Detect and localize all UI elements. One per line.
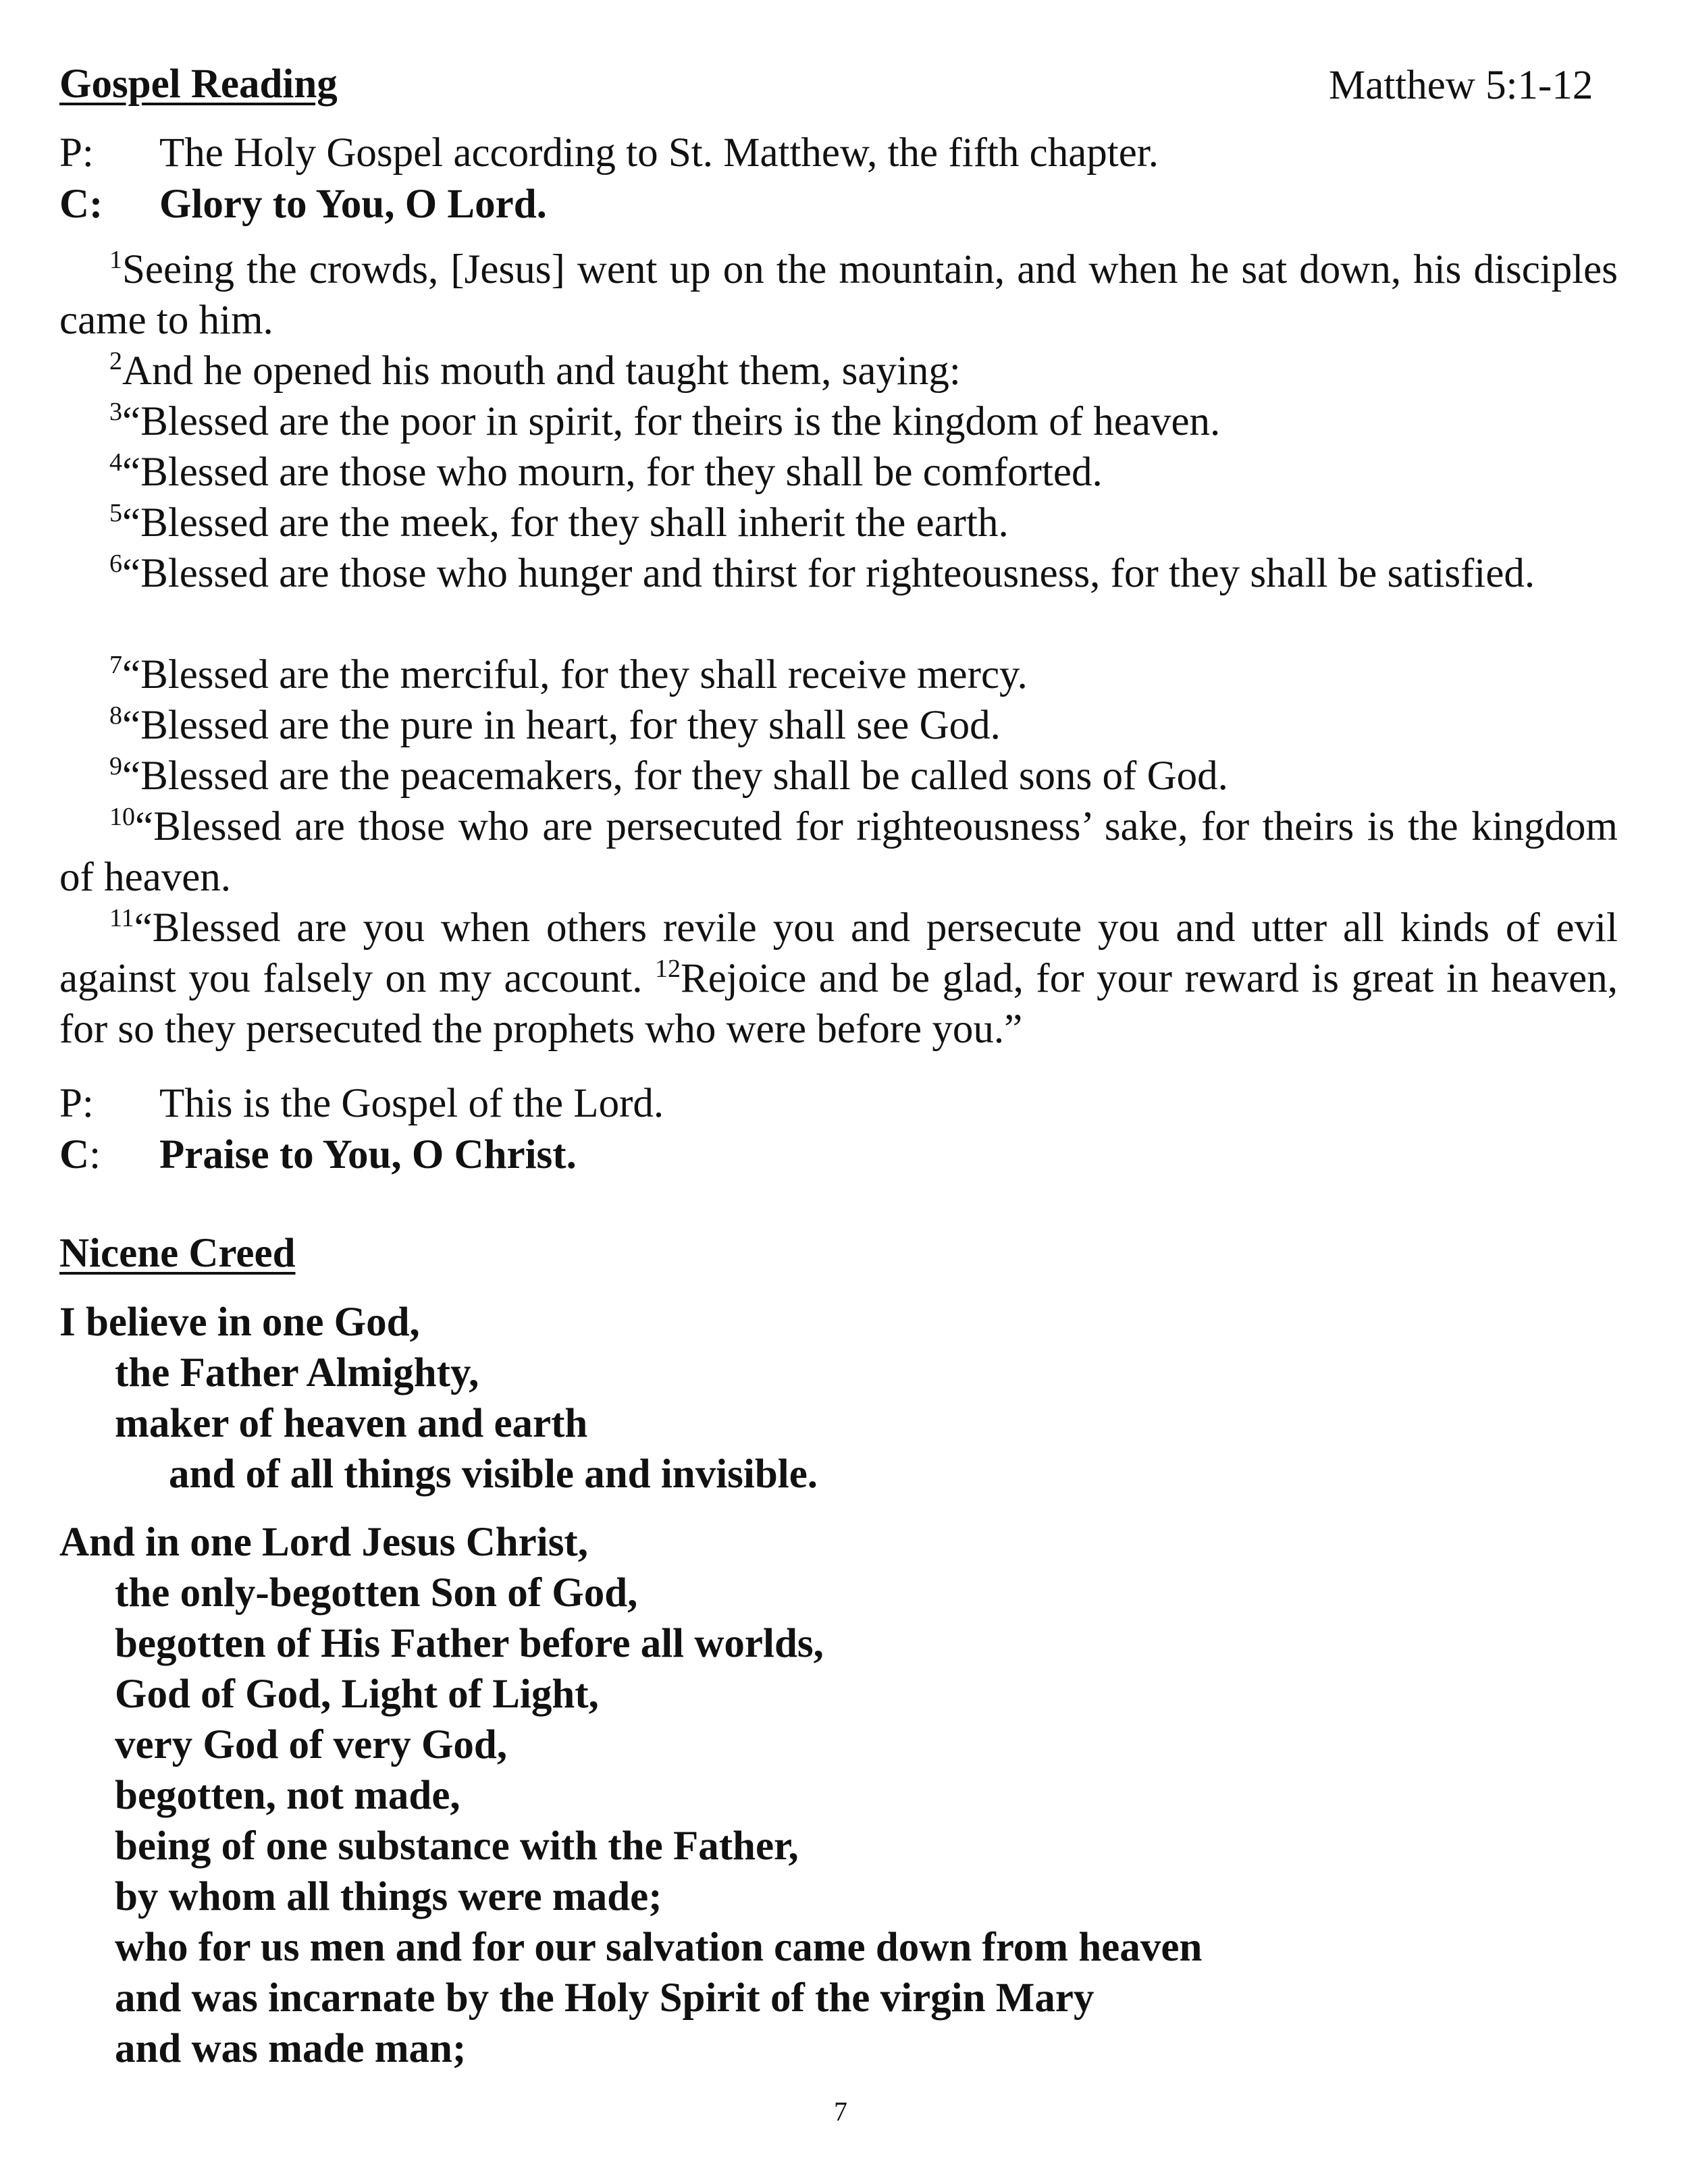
verse-number: 3 xyxy=(109,398,122,426)
congregation-colon: : xyxy=(89,1132,101,1177)
congregation-text: Glory to You, O Lord. xyxy=(159,182,547,227)
verse-1 xyxy=(59,244,1618,346)
creed-line: begotten of His Father before all worlds, xyxy=(115,1621,824,1666)
congregation-label: C xyxy=(59,1132,90,1177)
pastor-text: This is the Gospel of the Lord. xyxy=(159,1081,664,1126)
verse-number: 5 xyxy=(109,499,122,527)
pastor-line-1 xyxy=(59,132,1159,174)
verse-number: 9 xyxy=(109,752,122,780)
verse-text: “Blessed are you when others revile you and persecute you and utter all kinds of evil against you falsely on my account. xyxy=(59,905,1618,1001)
congregation-label: C: xyxy=(59,182,103,227)
verse-number: 10 xyxy=(109,803,135,831)
creed-line: by whom all things were made; xyxy=(115,1874,662,1919)
congregation-text: Praise to You, O Christ. xyxy=(159,1132,577,1177)
verse-text: “Blessed are those who mourn, for they shall be comforted. xyxy=(122,450,1103,495)
verse-11-12 xyxy=(59,903,1618,1055)
creed-line: I believe in one God, xyxy=(59,1300,420,1345)
creed-line: and was incarnate by the Holy Spirit of the virgin Mary xyxy=(115,1975,1094,2021)
verse-text: “Blessed are the poor in spirit, for theirs is the kingdom of heaven. xyxy=(122,399,1221,444)
verse-number: 6 xyxy=(109,550,122,578)
creed-line: very God of very God, xyxy=(115,1722,508,1767)
congregation-line-1 xyxy=(59,184,547,225)
creed-line: begotten, not made, xyxy=(115,1773,460,1818)
verse-text: And he opened his mouth and taught them, saying: xyxy=(122,348,961,394)
creed-line: maker of heaven and earth xyxy=(115,1401,588,1446)
congregation-line-2 xyxy=(59,1134,577,1175)
verse-number: 11 xyxy=(109,904,134,932)
pastor-label: P: xyxy=(59,130,94,176)
creed-line: being of one substance with the Father, xyxy=(115,1823,799,1869)
pastor-line-2 xyxy=(59,1083,664,1124)
verse-text: Seeing the crowds, [Jesus] went up on the mountain, and when he sat down, his disciples came to him. xyxy=(59,247,1618,343)
verse-text: “Blessed are those who are persecuted for righteousness’ sake, for theirs is the kingdom of heaven. xyxy=(59,804,1618,900)
verse-text: Rejoice and be glad, for your reward is great in heaven, for so they persecuted the prophets who were before you.” xyxy=(59,956,1618,1052)
gospel-reference: Matthew 5:1-12 xyxy=(1329,63,1593,108)
creed-line: and was made man; xyxy=(115,2026,467,2071)
verse-text: “Blessed are the merciful, for they shall receive mercy. xyxy=(122,652,1028,697)
verse-4 xyxy=(59,447,1618,498)
verse-text: “Blessed are the meek, for they shall inherit the earth. xyxy=(122,500,1009,545)
verse-2 xyxy=(59,346,1618,396)
verse-text: “Blessed are the pure in heart, for they shall see God. xyxy=(122,703,1001,748)
creed-line: the Father Almighty, xyxy=(115,1350,479,1395)
verse-number: 7 xyxy=(109,651,122,679)
verse-number: 4 xyxy=(109,448,122,477)
creed-line: And in one Lord Jesus Christ, xyxy=(59,1520,588,1565)
page-number: 7 xyxy=(834,2096,847,2127)
verse-number: 8 xyxy=(109,701,122,730)
verse-6 xyxy=(59,548,1618,599)
verse-10 xyxy=(59,801,1618,903)
verse-text: “Blessed are the peacemakers, for they shall be called sons of God. xyxy=(122,753,1228,799)
gospel-heading: Gospel Reading xyxy=(59,61,338,107)
pastor-text: The Holy Gospel according to St. Matthew, the fifth chapter. xyxy=(159,130,1159,176)
creed-line: who for us men and for our salvation came down from heaven xyxy=(115,1925,1203,1970)
verse-number: 12 xyxy=(655,955,681,983)
verse-number: 2 xyxy=(109,347,122,375)
creed-line: God of God, Light of Light, xyxy=(115,1672,599,1717)
creed-line: and of all things visible and invisible. xyxy=(169,1451,818,1497)
verse-8 xyxy=(59,700,1618,751)
verse-3 xyxy=(59,396,1618,447)
verse-number: 1 xyxy=(109,246,122,274)
pastor-label: P: xyxy=(59,1081,94,1126)
verse-text: “Blessed are those who hunger and thirst for righteousness, for they shall be satisfied. xyxy=(122,551,1535,596)
verse-9 xyxy=(59,751,1618,801)
verse-7 xyxy=(59,649,1618,700)
verse-5 xyxy=(59,498,1618,548)
congregation-label-group xyxy=(59,1134,159,1175)
creed-line: the only-begotten Son of God, xyxy=(115,1570,638,1616)
creed-heading: Nicene Creed xyxy=(59,1231,296,1276)
